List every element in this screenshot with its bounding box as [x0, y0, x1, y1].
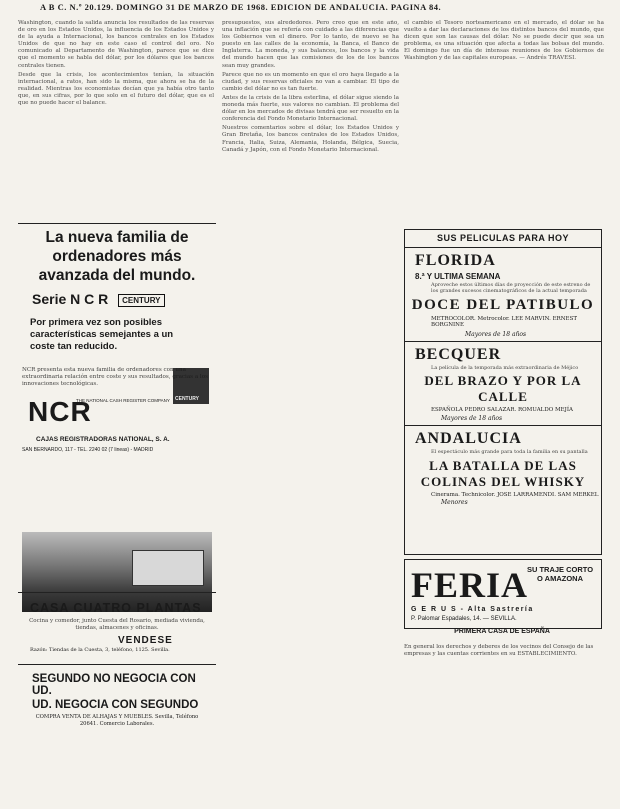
segundo-line-1: SEGUNDO NO NEGOCIA CON UD.: [32, 673, 196, 697]
ncr-subheadline: Por primera vez son posibles características semejantes a un coste tan reducido.: [30, 317, 174, 352]
article-paragraph: Antes de la crisis de la libra esterlina, el dólar sigue siendo la moneda más fuerte, sus valores no cambian. El problema del dólar en los mercados de divisas tendrá que ser resuelto en la conferencia del Fondo Monetario Internacional.: [222, 94, 399, 123]
feria-advertisement: [404, 559, 602, 629]
segundo-line-2: UD. NEGOCIA CON SEGUNDO: [32, 699, 199, 711]
article-paragraph: Nuestros comentarios sobre el dólar, los Estados Unidos y Gran Bretaña, los bancos centrales de los Estados Unidos, Francia, Italia, Suiza, Alemania, Holanda, Bélgica, Suecia, Canadá y Japón, con el Fondo Monetario Internacional.: [222, 125, 399, 153]
casa-advertisement: [18, 592, 216, 663]
film-age: Menores: [441, 499, 468, 507]
film-title: DOCE DEL PATIBULO: [411, 296, 595, 313]
ncr-series: [32, 291, 216, 307]
cinema-title: SUS PELICULAS PARA HOY: [436, 233, 569, 243]
ncr-company: CAJAS REGISTRADORAS NATIONAL, S. A.: [36, 436, 170, 443]
venue-week: 8.ª Y ULTIMA SEMANA: [415, 272, 501, 281]
article-paragraph: Desde que la crisis, los acontecimientos tenían, la situación internacional, a ratos, han sido la misma, que ahora se ha de la realidad. Mientras los economistas decían que ya había otro tanto que, en sus cifras, por lo que solo en el futuro del dólar, que es el que no puede hacer el balance.: [18, 71, 214, 107]
feria-note: PRIMERA CASA DE ESPAÑA: [454, 628, 550, 635]
venue-andalucia: ANDALUCIA: [415, 430, 522, 448]
film-age: Mayores de 18 años: [465, 331, 527, 339]
feria-tagline: SU TRAJE CORTO O AMAZONA: [526, 565, 594, 583]
feria-address: P. Palomar Espadales, 14. — SEVILLA.: [411, 616, 517, 622]
left-column: [18, 20, 214, 216]
ncr-logo-text: NCR: [28, 396, 92, 427]
film-title: DEL BRAZO Y POR LA CALLE: [424, 373, 582, 405]
feria-footer: En general los derechos y deberes de los vecinos del Consejo de las empresas y las cuentas corrientes en su ESTABLECIMIENTO.: [404, 644, 594, 657]
segundo-note: COMPRA VENTA DE ALHAJAS Y MUEBLES. Sevilla, Teléfono 20641. Comercio Laborales.: [35, 714, 199, 727]
film-cast: METROCOLOR. Metrocolor. LEE MARVIN. ERNEST BORGNINE: [431, 315, 578, 329]
device-label: CENTURY: [175, 396, 199, 402]
article-paragraph: Washington, cuando la salida anuncia los resultados de las reservas de oro en los Estados Unidos, la influencia de los Estados Unidos y de la ayuda a Internacional, los bancos centrales en los Estados Unidos de que no hay en este caso el control del oro. No comunicado al Departamento de Washington, parece que se dice que el momento se habla del dólar, por los dólares que los bancos centrales tienen.: [18, 20, 214, 69]
ncr-advertisement: [18, 220, 216, 580]
venue-becquer-desc: La película de la temporada más extraordinaria de Méjico: [431, 365, 579, 372]
segundo-advertisement: [18, 664, 216, 755]
casa-location: Razón: Tiendas de la Cuesta, 3, teléfono, 1125. Sevilla.: [30, 647, 170, 653]
venue-florida-desc: Aproveche estos últimos días de proyección de este estreno de los grandes sucesos cinematográficos de la actual temporada: [431, 282, 591, 295]
venue-andalucia-desc: El espectáculo más grande para toda la familia en su pantalla: [431, 449, 588, 456]
casa-title: CASA CUATRO PLANTAS: [30, 601, 202, 615]
article-paragraph: el cambio el Tesoro norteamericano en el mercado, el dólar se ha vuelto a dar las declaraciones de los distintos bancos del mundo, que dicen que son las causas del dólar. No se puede decir que sea un problema, es una situación que afecta a todas las bolsas del mundo. El domingo fue un día de intensas reuniones de los Gobiernos de Washington y de las capitales europeas. — Andrés TRAVESI.: [404, 20, 604, 62]
casa-action: VENDESE: [118, 635, 173, 646]
feria-title: FERIA: [411, 565, 529, 605]
middle-column: [222, 20, 399, 809]
ncr-headline: La nueva familia de ordenadores más avanzada del mundo.: [38, 229, 196, 284]
film-age: Mayores de 18 años: [441, 415, 503, 423]
ncr-logo: [18, 396, 216, 436]
right-column: [404, 20, 604, 225]
cinema-listings: [404, 229, 602, 555]
ncr-address: SAN BERNARDO, 117 - TEL. 2240 02 (7 lineas) - MADRID: [22, 447, 154, 453]
page-header: A B C. N.º 20.129. DOMINGO 31 DE MARZO DE 1968. EDICION DE ANDALUCIA. PAGINA 84.: [40, 2, 442, 12]
ncr-series-label: Serie N C R: [32, 291, 109, 307]
venue-florida: FLORIDA: [415, 252, 496, 269]
film-cast: ESPAÑOLA PEDRO SALAZAR. ROMUALDO MEJÍA: [431, 407, 573, 414]
article-paragraph: Parece que no es un momento en que el oro haya llegado a la ciudad, y sus reservas oficiales no van a cambiar. El tipo de cambio del dólar no es tan fuerte.: [222, 71, 399, 92]
casa-subtitle: Cocina y comedor, junto Cuesta del Rosario, mediada vivienda, tiendas, almacenes y oficinas.: [29, 618, 205, 631]
feria-store: G E R U S - Alta Sastrería: [411, 606, 534, 613]
article-paragraph: presupuestos, sus alrededores. Pero creo que en este año, una inflación que se refería con cuidado a las diferencias que los Gobiernos ven el dinero. Por lo tanto, de nuevo se ha puesto en las calles de la economía, la Banca, el Banco de Inglaterra. La moneda, y sus balances, los bancos y la vida del mundo hacen que las comisiones de los de los bancos sean muy grandes.: [222, 20, 399, 69]
film-cast: Cinerama. Technicolor. JOSE LARRAMENDI. SAM MERKEL: [431, 491, 599, 498]
ncr-body: NCR presenta esta nueva familia de ordenadores con una extraordinaria relación entre coste y sus resultados, gracias a los innovaciones tecnológicas.: [22, 367, 208, 387]
computer-panel: [132, 550, 204, 586]
century-logo: CENTURY: [118, 294, 164, 307]
film-title: LA BATALLA DE LAS COLINAS DEL WHISKY: [420, 457, 586, 489]
venue-becquer: BECQUER: [415, 346, 502, 364]
ncr-logo-tag: THE NATIONAL CASH REGISTER COMPANY: [76, 398, 170, 403]
